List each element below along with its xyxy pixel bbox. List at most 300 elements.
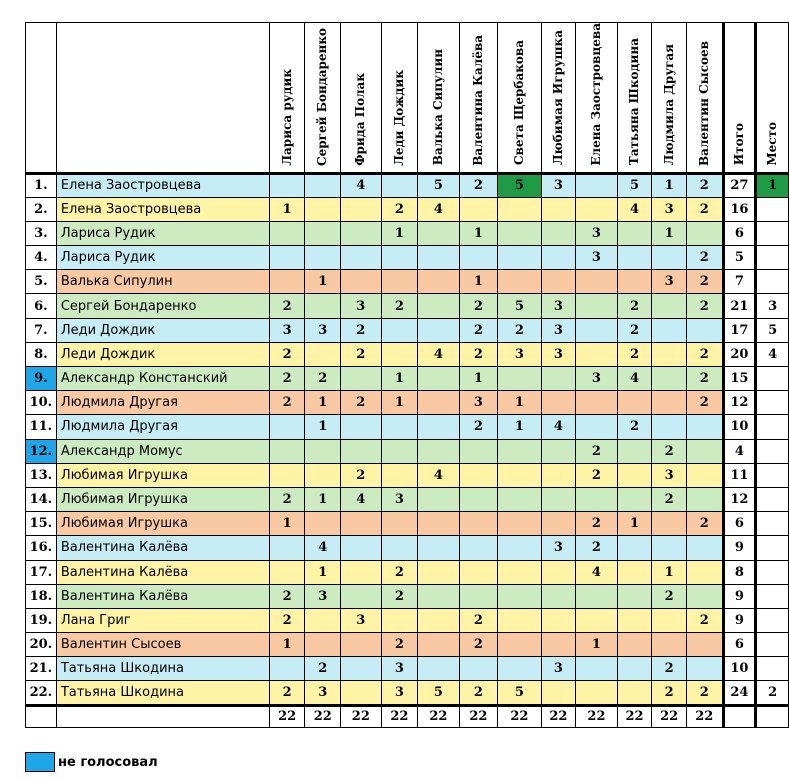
vote-cell: 3 [652, 270, 687, 294]
vote-cell [576, 318, 617, 342]
vote-cell: 2 [576, 463, 617, 487]
vote-cell: 2 [381, 560, 418, 584]
vote-cell [617, 439, 652, 463]
vote-cell: 3 [305, 584, 341, 608]
total-cell: 9 [723, 536, 756, 560]
vote-cell: 1 [617, 512, 652, 536]
total-cell: 21 [723, 294, 756, 318]
column-header-label: Валька Сипулин [430, 49, 445, 166]
vote-cell [498, 487, 541, 511]
place-cell [756, 197, 789, 221]
vote-cell: 2 [381, 584, 418, 608]
vote-cell [269, 415, 305, 439]
vote-cell [686, 584, 723, 608]
vote-cell: 1 [381, 221, 418, 245]
vote-cell: 1 [305, 415, 341, 439]
table-row [26, 294, 789, 318]
vote-cell: 2 [269, 342, 305, 366]
vote-cell [652, 367, 687, 391]
table-row [26, 367, 789, 391]
vote-cell [341, 536, 382, 560]
vote-cell: 2 [269, 487, 305, 511]
column-header [341, 23, 382, 174]
row-number: 21. [26, 657, 57, 681]
total-cell: 10 [723, 657, 756, 681]
vote-cell [269, 560, 305, 584]
total-cell: 8 [723, 560, 756, 584]
table-row [26, 197, 789, 221]
vote-cell: 5 [498, 681, 541, 705]
place-cell [756, 367, 789, 391]
vote-cell: 2 [269, 584, 305, 608]
vote-cell: 1 [305, 560, 341, 584]
vote-cell: 2 [617, 342, 652, 366]
vote-cell: 1 [269, 197, 305, 221]
vote-cell: 2 [686, 681, 723, 705]
vote-cell: 3 [541, 657, 576, 681]
vote-cell: 1 [652, 173, 687, 197]
vote-cell: 2 [381, 197, 418, 221]
contestant-name: Любимая Игрушка [56, 463, 269, 487]
column-header [576, 23, 617, 174]
vote-cell [576, 608, 617, 632]
row-number: 10. [26, 391, 57, 415]
vote-cell: 2 [576, 536, 617, 560]
vote-cell: 2 [686, 197, 723, 221]
vote-cell [541, 608, 576, 632]
vote-cell [652, 633, 687, 657]
vote-cell: 4 [418, 342, 459, 366]
vote-cell [459, 487, 498, 511]
vote-cell [418, 439, 459, 463]
footer-total [723, 705, 756, 727]
vote-cell: 1 [305, 270, 341, 294]
vote-cell: 3 [576, 367, 617, 391]
column-header [418, 23, 459, 174]
vote-cell [381, 342, 418, 366]
vote-cell [341, 633, 382, 657]
vote-cell: 2 [381, 294, 418, 318]
vote-cell: 1 [652, 560, 687, 584]
vote-cell [498, 439, 541, 463]
vote-cell [341, 221, 382, 245]
vote-cell [305, 221, 341, 245]
vote-cell [341, 367, 382, 391]
vote-cell [459, 536, 498, 560]
vote-cell [686, 439, 723, 463]
vote-cell [498, 246, 541, 270]
vote-cell [305, 342, 341, 366]
vote-cell [341, 657, 382, 681]
vote-cell: 5 [498, 173, 541, 197]
total-cell: 12 [723, 487, 756, 511]
row-number: 12. [26, 439, 57, 463]
contestant-name: Валентин Сысоев [56, 633, 269, 657]
vote-cell [459, 512, 498, 536]
vote-cell [269, 173, 305, 197]
vote-cell [576, 270, 617, 294]
vote-cell: 2 [686, 294, 723, 318]
vote-cell [381, 439, 418, 463]
vote-cell [541, 512, 576, 536]
vote-cell [341, 415, 382, 439]
vote-cell: 3 [541, 536, 576, 560]
vote-cell: 3 [652, 197, 687, 221]
legend-label: не голосовал [58, 754, 158, 770]
column-header-label: Людмила Другая [661, 44, 676, 166]
vote-cell [305, 197, 341, 221]
vote-cell [541, 487, 576, 511]
vote-cell [686, 415, 723, 439]
vote-cell: 1 [576, 633, 617, 657]
vote-cell: 2 [459, 633, 498, 657]
contestant-name: Александр Констанский [56, 367, 269, 391]
row-number: 20. [26, 633, 57, 657]
table-row [26, 439, 789, 463]
total-cell: 10 [723, 415, 756, 439]
row-number: 2. [26, 197, 57, 221]
vote-cell: 2 [686, 246, 723, 270]
vote-cell: 2 [576, 512, 617, 536]
vote-cell [652, 608, 687, 632]
vote-cell [686, 560, 723, 584]
footer-count: 22 [652, 705, 687, 727]
column-header-label: Лариса рудик [279, 68, 294, 166]
vote-cell: 2 [686, 391, 723, 415]
column-header [381, 23, 418, 174]
vote-cell [576, 657, 617, 681]
vote-cell [341, 270, 382, 294]
column-header-label: Валентина Калёва [470, 34, 485, 166]
vote-cell: 2 [652, 487, 687, 511]
vote-cell: 1 [269, 512, 305, 536]
vote-cell [541, 197, 576, 221]
vote-cell [576, 415, 617, 439]
table-row [26, 415, 789, 439]
vote-cell [576, 294, 617, 318]
vote-cell [418, 608, 459, 632]
row-number: 11. [26, 415, 57, 439]
place-cell [756, 221, 789, 245]
vote-cell [269, 657, 305, 681]
vote-cell [305, 633, 341, 657]
total-header [723, 23, 756, 174]
vote-cell: 3 [341, 608, 382, 632]
vote-cell [617, 657, 652, 681]
vote-cell: 1 [305, 391, 341, 415]
row-number: 16. [26, 536, 57, 560]
row-number: 14. [26, 487, 57, 511]
vote-cell [305, 463, 341, 487]
vote-cell: 4 [341, 173, 382, 197]
table-row [26, 633, 789, 657]
contestant-name: Людмила Другая [56, 391, 269, 415]
vote-cell: 2 [269, 367, 305, 391]
vote-cell: 3 [541, 294, 576, 318]
vote-cell: 2 [652, 657, 687, 681]
vote-cell [418, 367, 459, 391]
footer-count: 22 [341, 705, 382, 727]
contestant-name: Людмила Другая [56, 415, 269, 439]
vote-cell: 2 [381, 633, 418, 657]
vote-cell: 3 [381, 487, 418, 511]
table-row [26, 487, 789, 511]
row-number: 7. [26, 318, 57, 342]
place-cell [756, 415, 789, 439]
vote-cell: 1 [459, 221, 498, 245]
vote-cell [269, 246, 305, 270]
vote-cell: 2 [459, 173, 498, 197]
vote-cell [341, 246, 382, 270]
row-number: 19. [26, 608, 57, 632]
vote-cell [305, 608, 341, 632]
row-number: 5. [26, 270, 57, 294]
vote-cell [418, 487, 459, 511]
total-cell: 17 [723, 318, 756, 342]
vote-cell: 2 [269, 681, 305, 705]
vote-cell: 4 [576, 560, 617, 584]
row-number: 3. [26, 221, 57, 245]
vote-cell: 2 [617, 318, 652, 342]
place-cell [756, 270, 789, 294]
legend-swatch [25, 752, 55, 772]
table-row [26, 391, 789, 415]
vote-cell [617, 221, 652, 245]
row-number: 22. [26, 681, 57, 705]
table-row [26, 584, 789, 608]
place-cell: 1 [756, 173, 789, 197]
vote-cell: 2 [652, 681, 687, 705]
vote-cell: 1 [459, 270, 498, 294]
vote-cell: 2 [686, 173, 723, 197]
table-row [26, 681, 789, 705]
vote-cell: 3 [381, 657, 418, 681]
vote-cell [652, 342, 687, 366]
vote-cell: 2 [305, 657, 341, 681]
vote-cell [459, 657, 498, 681]
row-number: 8. [26, 342, 57, 366]
contestant-name: Валька Сипулин [56, 270, 269, 294]
column-header-label: Леди Дождик [391, 69, 406, 166]
vote-cell: 2 [269, 294, 305, 318]
footer-blank [26, 705, 57, 727]
vote-cell [498, 584, 541, 608]
vote-cell [541, 633, 576, 657]
vote-cell: 2 [652, 439, 687, 463]
vote-cell [617, 633, 652, 657]
footer-place [756, 705, 789, 727]
total-cell: 11 [723, 463, 756, 487]
vote-cell [686, 318, 723, 342]
footer-count: 22 [459, 705, 498, 727]
place-cell: 5 [756, 318, 789, 342]
vote-cell [498, 463, 541, 487]
vote-cell [576, 197, 617, 221]
vote-cell: 1 [305, 487, 341, 511]
vote-cell: 3 [269, 318, 305, 342]
vote-cell: 2 [305, 367, 341, 391]
place-header [756, 23, 789, 174]
vote-cell: 4 [617, 367, 652, 391]
vote-cell [617, 560, 652, 584]
place-cell [756, 439, 789, 463]
vote-cell: 2 [652, 584, 687, 608]
row-number: 6. [26, 294, 57, 318]
vote-cell [381, 270, 418, 294]
vote-cell [418, 536, 459, 560]
contestant-name: Лариса Рудик [56, 221, 269, 245]
vote-cell: 4 [418, 197, 459, 221]
column-header [305, 23, 341, 174]
vote-cell: 1 [652, 221, 687, 245]
total-cell: 15 [723, 367, 756, 391]
vote-cell [498, 633, 541, 657]
place-cell [756, 536, 789, 560]
vote-cell [541, 439, 576, 463]
vote-cell: 2 [498, 318, 541, 342]
row-number: 1. [26, 173, 57, 197]
column-header-label: Татьяна Шкодина [627, 38, 641, 166]
contestant-name: Татьяна Шкодина [56, 681, 269, 705]
contestant-name: Лариса Рудик [56, 246, 269, 270]
vote-cell [305, 439, 341, 463]
column-header-label: Сергей Бондаренко [315, 27, 330, 166]
contestant-name: Александр Момус [56, 439, 269, 463]
column-header-label: Елена Заостровцева [588, 23, 603, 166]
vote-cell [617, 681, 652, 705]
contestant-name: Татьяна Шкодина [56, 657, 269, 681]
vote-cell [541, 463, 576, 487]
place-cell [756, 463, 789, 487]
footer-count: 22 [617, 705, 652, 727]
vote-cell [541, 270, 576, 294]
table-row [26, 270, 789, 294]
vote-cell [617, 608, 652, 632]
vote-cell [341, 512, 382, 536]
total-cell: 6 [723, 512, 756, 536]
vote-cell [459, 584, 498, 608]
vote-cell: 1 [381, 391, 418, 415]
vote-cell [418, 246, 459, 270]
vote-cell: 3 [381, 681, 418, 705]
footer-count: 22 [686, 705, 723, 727]
vote-cell: 4 [341, 487, 382, 511]
vote-cell: 2 [459, 608, 498, 632]
vote-cell: 1 [269, 633, 305, 657]
footer-blank [56, 705, 269, 727]
vote-cell: 3 [305, 681, 341, 705]
column-header [498, 23, 541, 174]
place-cell [756, 487, 789, 511]
column-header-label: Любимая Игрушка [550, 30, 565, 166]
total-cell: 6 [723, 633, 756, 657]
total-cell: 5 [723, 246, 756, 270]
vote-cell: 2 [269, 391, 305, 415]
table-row [26, 246, 789, 270]
vote-cell [617, 487, 652, 511]
table-row [26, 536, 789, 560]
vote-cell: 2 [341, 463, 382, 487]
vote-cell: 3 [305, 318, 341, 342]
footer-count: 22 [381, 705, 418, 727]
footer-count: 22 [576, 705, 617, 727]
column-header-label: Валентин Сысоев [696, 40, 711, 166]
vote-cell [418, 512, 459, 536]
vote-cell [341, 439, 382, 463]
contestant-name: Сергей Бондаренко [56, 294, 269, 318]
contestant-name: Любимая Игрушка [56, 512, 269, 536]
place-cell: 3 [756, 294, 789, 318]
vote-cell [459, 560, 498, 584]
contestant-name: Валентина Калёва [56, 560, 269, 584]
table-row [26, 657, 789, 681]
vote-cell [686, 487, 723, 511]
vote-cell [381, 512, 418, 536]
vote-cell: 2 [617, 415, 652, 439]
vote-cell [418, 318, 459, 342]
total-cell: 24 [723, 681, 756, 705]
vote-cell: 2 [686, 342, 723, 366]
vote-cell: 2 [617, 294, 652, 318]
footer-count: 22 [418, 705, 459, 727]
vote-cell: 5 [498, 294, 541, 318]
vote-cell [652, 512, 687, 536]
vote-cell: 1 [459, 367, 498, 391]
footer-row [26, 705, 789, 727]
vote-cell [541, 391, 576, 415]
vote-cell [617, 270, 652, 294]
vote-cell [381, 173, 418, 197]
place-cell: 2 [756, 681, 789, 705]
vote-cell: 2 [459, 294, 498, 318]
vote-cell [459, 463, 498, 487]
vote-cell [576, 173, 617, 197]
vote-cell [341, 584, 382, 608]
column-header [269, 23, 305, 174]
vote-cell: 4 [617, 197, 652, 221]
vote-cell [617, 246, 652, 270]
vote-cell [686, 221, 723, 245]
vote-cell [686, 633, 723, 657]
place-cell [756, 608, 789, 632]
vote-cell: 2 [459, 318, 498, 342]
vote-cell [617, 536, 652, 560]
total-cell: 27 [723, 173, 756, 197]
contestant-name: Елена Заостровцева [56, 173, 269, 197]
vote-cell [305, 512, 341, 536]
vote-cell [576, 584, 617, 608]
vote-cell [617, 463, 652, 487]
vote-cell [418, 415, 459, 439]
row-number: 18. [26, 584, 57, 608]
vote-cell [498, 536, 541, 560]
vote-cell [381, 463, 418, 487]
vote-cell: 2 [459, 415, 498, 439]
vote-cell: 3 [652, 463, 687, 487]
vote-cell: 2 [341, 391, 382, 415]
legend [25, 752, 158, 772]
vote-cell [617, 584, 652, 608]
vote-cell: 3 [459, 391, 498, 415]
vote-cell [381, 246, 418, 270]
total-cell: 9 [723, 608, 756, 632]
place-cell [756, 560, 789, 584]
vote-cell [576, 681, 617, 705]
vote-cell [541, 246, 576, 270]
vote-cell: 2 [686, 512, 723, 536]
place-cell: 4 [756, 342, 789, 366]
vote-cell [686, 463, 723, 487]
